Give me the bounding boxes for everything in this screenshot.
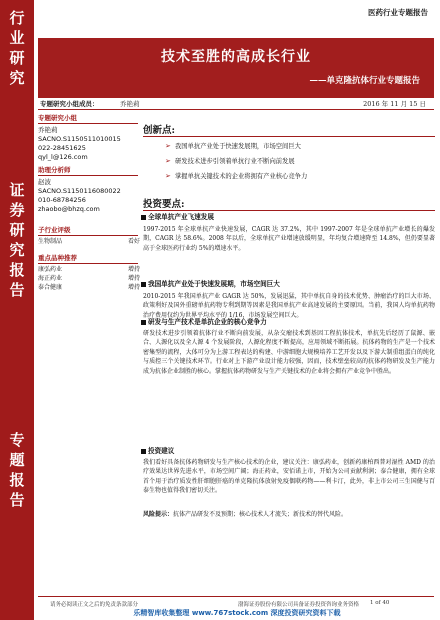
stock-name: 海正药业 — [38, 275, 63, 282]
report-subtitle: ——单克隆抗体行业专题报告 — [309, 76, 420, 86]
report-title: 技术至胜的高成长行业 — [161, 49, 311, 65]
divider — [38, 123, 138, 124]
key-points-heading: 投资要点: — [143, 199, 185, 210]
section-title: 研发与生产技术是单抗企业的核心竞争力 — [148, 318, 267, 327]
sub-industry-rating-heading: 子行业评级 — [38, 226, 71, 234]
analyst-sac-number: SACNO.S1150511010015 — [38, 135, 121, 143]
assistant-phone: 010-68784256 — [38, 196, 86, 204]
band-label-special-report: 专题报告 — [9, 431, 25, 509]
innovation-heading: 创新点: — [143, 125, 176, 136]
divider — [143, 210, 435, 211]
page-number: 1 of 40 — [370, 600, 390, 606]
analyst-email[interactable]: qyl_l@126.com — [38, 153, 88, 161]
source-banner[interactable]: 乐精智库收集整理 www.767stock.com 深度投资研究资料下载 — [133, 609, 341, 617]
stock-rating: 增持 — [127, 284, 140, 291]
innovation-bullet: ➢ 研发技术进步引领着单抗行业不断向前发展 — [175, 156, 295, 167]
footer-company: 渤海证券股份有限公司具备证券投资咨询业务资格 — [238, 602, 360, 608]
section-title: 投资建议 — [148, 447, 174, 456]
team-name: 乔艳莉 — [120, 100, 140, 108]
assistant-heading: 助理分析师 — [38, 166, 71, 174]
report-type: 医药行业专题报告 — [368, 8, 428, 17]
stock-row — [38, 284, 140, 293]
assistant-sac-number: SACNO.S1150116080022 — [38, 187, 121, 195]
footer-divider — [38, 596, 434, 597]
footer-disclaimer: 请务必阅读正文之后的免责条款部分 — [50, 602, 139, 608]
risk-label: 风险提示： — [143, 511, 174, 518]
section-paragraph: 我们看好具备抗体药物研发与生产核心技术的企业，建议关注：康弘药业，创新药康柏西普对湿性 AMD 的治疗效果达世界先进水平，市场空间广阔；海正药业，安佰诺上市，开始为公司贡献利润；泰合健康，拥有全球首个用于治疗质发性肝细胞肝癌的单克隆抗体放射免疫偶联药物——利卡汀，此外，非上市公司三生国健与百泰生物也值得我们密切关注。 — [143, 459, 435, 495]
assistant-name: 赵波 — [38, 178, 51, 186]
section-title: 我国单抗产业处于快速发展期，市场空间巨大 — [148, 280, 280, 289]
analyst-name: 乔艳莉 — [38, 126, 58, 134]
analyst-phone: 022-28451625 — [38, 144, 86, 152]
report-date: 2016 年 11 月 15 日 — [363, 100, 426, 108]
stock-name: 泰合健康 — [38, 284, 63, 291]
team-info-row — [38, 98, 434, 110]
rating-sector: 生物制品 — [38, 238, 63, 245]
key-stocks-heading: 重点品种推荐 — [38, 254, 77, 262]
stock-name: 康弘药业 — [38, 266, 63, 273]
section-title: 全球单抗产业飞速发展 — [148, 213, 214, 222]
divider — [38, 263, 138, 264]
section-paragraph: 2010-2015 年我国单抗产业 GAGR 达 50%，发展迅猛，其中单抗自身的技术优势、肿瘤治疗的巨大市场、政策利好及国外重磅单抗药物专利到期等因素是我国单抗产业高速发展的主要原因。当前，我国人均单抗药物治疗费用仅约为世界平均水平的 1/16，市场发展空间巨大。 — [143, 293, 435, 319]
stock-row — [38, 266, 140, 275]
band-label-securities-research: 证券研究报告 — [9, 181, 25, 299]
rating-row — [38, 238, 140, 247]
section-paragraph: 1997-2015 年全球单抗产业快速发展，CAGR 达 37.2%，其中 1997-2007 年是全球单抗产业增长的爆发期，CAGR 达 58.6%。2008 年以后，全球单抗产业增速放缓明显，年均复合增速降至 14.8%，但仍要显著高于全球医药行业约 5%的增速水平。 — [143, 226, 435, 252]
team-label: 专题研究小组成员： — [40, 100, 99, 108]
risk-text: 抗体产品研发不及预期；核心技术人才流失；新技术的替代风险。 — [173, 511, 348, 518]
stock-rating: 增持 — [127, 275, 140, 282]
divider — [38, 175, 138, 176]
assistant-email[interactable]: zhaobo@bhzq.com — [38, 205, 100, 213]
left-category-band — [0, 0, 34, 620]
title-banner — [38, 38, 434, 98]
innovation-bullet: ➢ 掌握单抗关键技术的企业将拥有产业核心竞争力 — [175, 171, 307, 182]
research-group-heading: 专题研究小组 — [38, 114, 77, 122]
band-label-industry-research: 行业研究 — [9, 9, 25, 87]
innovation-bullet: ➢ 我国单抗产业处于快速发展期，市场空间巨大 — [175, 141, 301, 152]
risk-warning — [143, 510, 435, 519]
stock-row — [38, 275, 140, 284]
section-paragraph: 研发技术进步引领着抗体行业不断向前发展，从杂交瘤技术到基因工程抗体技术，单抗先后经历了鼠源、嵌合、人源化以及全人源 4 个发展阶段，人源化程度不断提高，应用领域不断拓展。抗体药物的生产是一个技术密集型的流程，大体可分为上游工程表达的构建、中游细胞大规模培养工艺开发以及下游大制重组蛋白的纯化与质控三个关键技术环节。行业对上下游产业设计能力较强，因而，技术壁垒较高的抗体药物研发及生产能力成为抗体企业制胜的核心。掌握抗体药物研发与生产关键技术的企业将会拥有产业竞争中胜出。 — [143, 330, 435, 375]
divider — [143, 136, 435, 137]
stock-rating: 增持 — [127, 266, 140, 273]
rating-value: 看好 — [127, 238, 140, 245]
divider — [38, 235, 138, 236]
